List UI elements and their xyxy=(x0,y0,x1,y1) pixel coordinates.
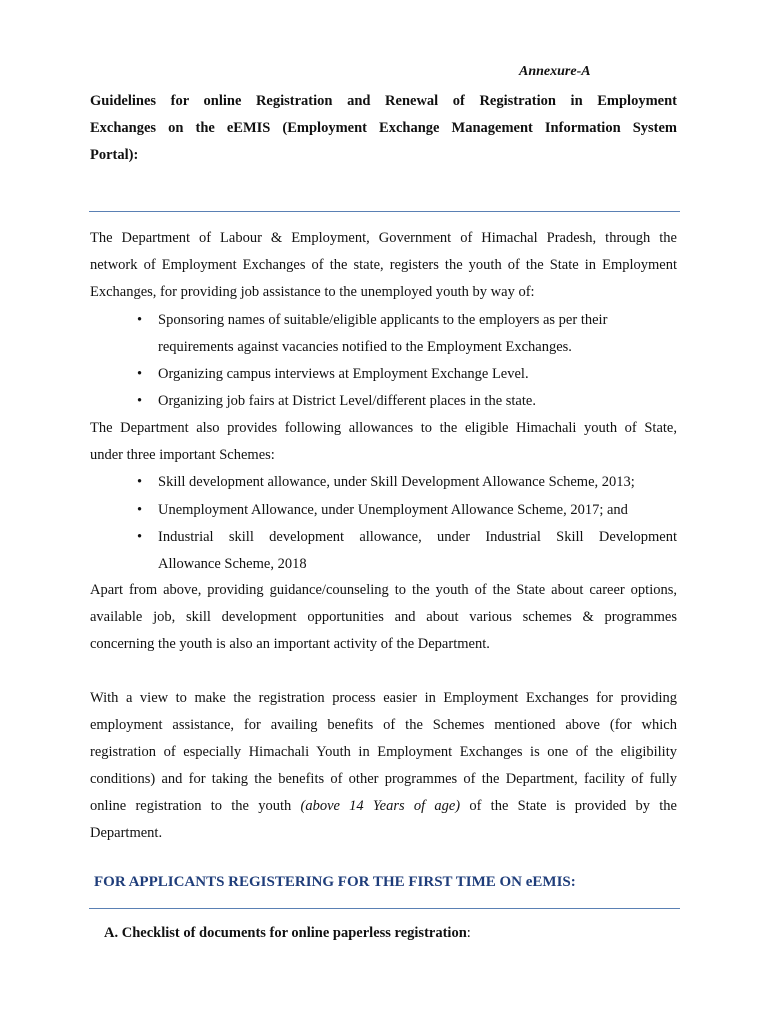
bullet-icon: • xyxy=(137,502,143,518)
bullet-icon: • xyxy=(137,393,143,409)
paragraph-line xyxy=(90,793,677,820)
paragraph-line: under three important Schemes: xyxy=(90,447,275,463)
list-item-line: Allowance Scheme, 2018 xyxy=(158,556,307,572)
list-item-line: Skill development allowance, under Skill Development Allowance Scheme, 2013; xyxy=(158,474,635,490)
paragraph-line: registration of especially Himachali Youth in Employment Exchanges is one of the eligibility xyxy=(90,744,677,760)
registration-paragraph xyxy=(90,685,677,847)
checklist-label: A. Checklist of documents for online paperless registration xyxy=(104,925,467,941)
title-line: Portal): xyxy=(90,147,139,163)
paragraph-line: Apart from above, providing guidance/counseling to the youth of the State about career options, xyxy=(90,582,677,598)
checklist-colon: : xyxy=(466,925,471,941)
annexure-label: Annexure-A xyxy=(519,64,591,79)
title-line: Exchanges on the eEMIS (Employment Exchange Management Information System xyxy=(90,120,677,136)
bullet-icon: • xyxy=(137,474,143,490)
section-divider xyxy=(89,908,680,909)
list-item-line: Unemployment Allowance, under Unemployment Allowance Scheme, 2017; and xyxy=(158,502,628,518)
list-item xyxy=(137,497,677,524)
list-item xyxy=(137,524,677,578)
paragraph-line: The Department also provides following allowances to the eligible Himachali youth of State, xyxy=(90,420,677,436)
list-item-line: requirements against vacancies notified to the Employment Exchanges. xyxy=(158,339,572,355)
list-item-line: Organizing campus interviews at Employment Exchange Level. xyxy=(158,366,529,382)
age-note: (above 14 Years of age) xyxy=(300,798,461,814)
list-item xyxy=(137,388,677,415)
checklist-heading xyxy=(104,925,471,942)
paragraph-line: employment assistance, for availing benefits of the Schemes mentioned above (for which xyxy=(90,717,677,733)
intro-paragraph xyxy=(90,225,677,306)
section-heading: FOR APPLICANTS REGISTERING FOR THE FIRST TIME ON eEMIS: xyxy=(94,874,576,890)
bullet-icon: • xyxy=(137,312,143,328)
paragraph-line: With a view to make the registration process easier in Employment Exchanges for providing xyxy=(90,690,677,706)
paragraph-line: Exchanges, for providing job assistance to the unemployed youth by way of: xyxy=(90,284,535,300)
line-text: of the State is provided by the xyxy=(460,798,677,814)
paragraph-line: conditions) and for taking the benefits of other programmes of the Department, facility of fully xyxy=(90,771,677,787)
list-item-line: Organizing job fairs at District Level/different places in the state. xyxy=(158,393,536,409)
title-line: Guidelines for online Registration and Renewal of Registration in Employment xyxy=(90,93,677,109)
list-item xyxy=(137,469,677,496)
list-item xyxy=(137,361,677,388)
allowances-paragraph xyxy=(90,415,677,469)
paragraph-line: network of Employment Exchanges of the state, registers the youth of the State in Employment xyxy=(90,257,677,273)
line-text: online registration to the youth xyxy=(90,798,301,814)
bullet-icon: • xyxy=(137,366,143,382)
title-divider xyxy=(89,211,680,212)
list-item-line: Industrial skill development allowance, under Industrial Skill Development xyxy=(158,529,677,545)
list-item-line: Sponsoring names of suitable/eligible applicants to the employers as per their xyxy=(158,312,608,328)
paragraph-line: concerning the youth is also an important activity of the Department. xyxy=(90,636,490,652)
bullet-icon: • xyxy=(137,529,143,545)
guidance-paragraph xyxy=(90,577,677,658)
paragraph-line: The Department of Labour & Employment, Government of Himachal Pradesh, through the xyxy=(90,230,677,246)
document-title xyxy=(90,88,677,169)
paragraph-line: Department. xyxy=(90,825,163,841)
paragraph-line: available job, skill development opportunities and about various schemes & programmes xyxy=(90,609,677,625)
list-item xyxy=(137,307,677,361)
